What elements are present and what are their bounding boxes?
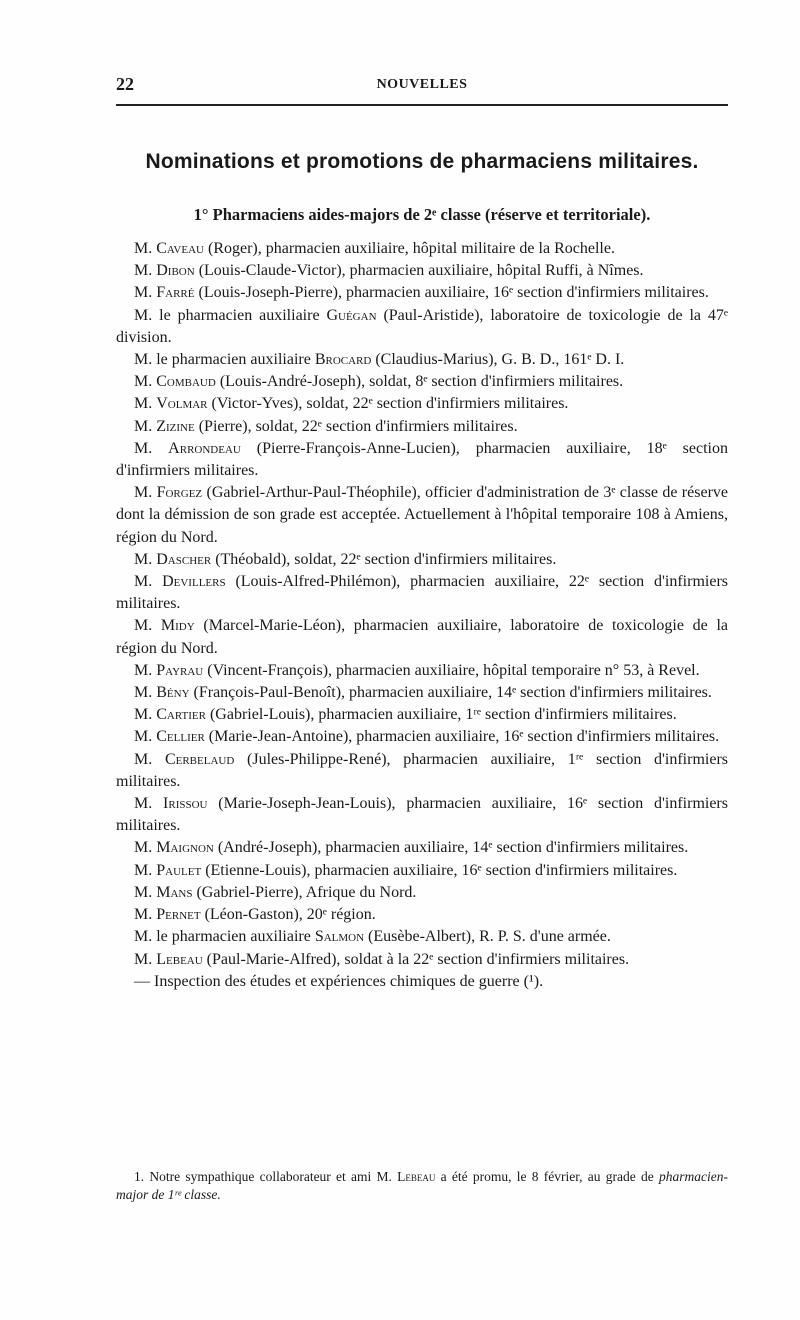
- entry-name: Brocard: [314, 351, 372, 369]
- entry-name: Farré: [156, 284, 195, 302]
- entry-prefix: M.: [134, 795, 164, 813]
- entry-text: (Gabriel-Louis), pharmacien auxiliaire, 1ʳᵉ section d'infirmiers militaires.: [205, 706, 677, 724]
- list-item: [116, 549, 728, 571]
- entry-text: (Victor-Yves), soldat, 22ᵉ section d'infirmiers militaires.: [207, 395, 569, 413]
- entry-prefix: M.: [134, 439, 169, 457]
- list-item: [116, 238, 728, 260]
- list-item: [116, 349, 728, 371]
- entry-text: (Pierre), soldat, 22ᵉ section d'infirmiers militaires.: [194, 417, 518, 435]
- closing-line: — Inspection des études et expériences chimiques de guerre (¹).: [134, 972, 544, 990]
- entry-name: Irissou: [163, 795, 208, 813]
- entry-prefix: M.: [134, 240, 157, 257]
- list-item: [116, 571, 728, 615]
- list-item: [116, 926, 728, 948]
- entry-text: (Paul-Aristide), laboratoire de toxicologie de la 47ᵉ division.: [116, 306, 729, 346]
- entry-prefix: M.: [134, 617, 161, 635]
- list-item: [116, 949, 728, 971]
- list-item: [116, 260, 728, 282]
- list-item: [116, 793, 728, 837]
- entry-name: Cellier: [156, 728, 205, 746]
- entry-name: Salmon: [314, 928, 365, 946]
- list-item: [116, 749, 728, 793]
- entry-name: Zizine: [156, 417, 195, 435]
- entry-prefix: M.: [134, 950, 157, 968]
- entry-prefix: M.: [134, 417, 157, 435]
- entry-text: (Louis-Alfred-Philémon), pharmacien auxiliaire, 22ᵉ section d'infirmiers militaires.: [116, 573, 728, 613]
- entry-name: Volmar: [156, 395, 208, 413]
- entry-name: Cerbelaud: [164, 750, 235, 768]
- list-item: [116, 482, 728, 549]
- entry-text: (André-Joseph), pharmacien auxiliaire, 14ᵉ section d'infirmiers militaires.: [213, 839, 689, 857]
- entry-name: Dibon: [156, 262, 195, 280]
- entry-name: Cartier: [156, 706, 206, 724]
- entry-text: (Louis-Joseph-Pierre), pharmacien auxiliaire, 16ᵉ section d'infirmiers militaires.: [194, 284, 709, 302]
- list-item: [116, 371, 728, 393]
- entry-text: (Claudius-Marius), G. B. D., 161ᵉ D. I.: [371, 351, 625, 369]
- entry-name: Paulet: [156, 861, 202, 879]
- entry-text: (Marie-Joseph-Jean-Louis), pharmacien auxiliaire, 16ᵉ section d'infirmiers militaires.: [116, 795, 728, 835]
- footnote-text: [116, 1168, 728, 1204]
- entry-text: (Pierre-François-Anne-Lucien), pharmacien auxiliaire, 18ᵉ section d'infirmiers militaires.: [116, 439, 729, 480]
- entry-text: (Vincent-François), pharmacien auxiliaire, hôpital temporaire n° 53, à Revel.: [203, 661, 700, 679]
- entry-prefix: M.: [134, 750, 165, 768]
- entry-text: (Marcel-Marie-Léon), pharmacien auxiliaire, laboratoire de toxicologie de la région du Nord.: [116, 617, 728, 657]
- entry-name: Forgez: [156, 484, 203, 502]
- list-item: [116, 837, 728, 859]
- list-item: [116, 904, 728, 926]
- list-item: [116, 660, 728, 682]
- entry-name: Pernet: [156, 906, 201, 924]
- entry-name: Midy: [160, 617, 195, 635]
- entry-name: Combaud: [156, 373, 216, 391]
- entry-text: (Gabriel-Arthur-Paul-Théophile), officier d'administration de 3ᵉ classe de réserve dont la démission de son grade est acceptée. Actuellement à l'hôpital temporaire 108 à Amiens, région du Nord.: [116, 484, 728, 546]
- entry-name: Arrondeau: [168, 439, 241, 457]
- footnote: [116, 1168, 728, 1204]
- running-head: NOUVELLES: [376, 77, 468, 92]
- entry-text: (Jules-Philippe-René), pharmacien auxiliaire, 1ʳᵉ section d'infirmiers militaires.: [116, 750, 729, 790]
- footnote-rest: a été promu, le 8 février, au grade de: [435, 1169, 660, 1184]
- entry-prefix: M.: [134, 484, 157, 502]
- entry-prefix: M.: [134, 684, 157, 702]
- entry-name: Lebeau: [156, 950, 203, 968]
- entry-prefix: M.: [134, 373, 157, 391]
- entry-prefix: M. le pharmacien auxiliaire: [134, 928, 315, 946]
- entry-text: (Paul-Marie-Alfred), soldat à la 22ᵉ section d'infirmiers militaires.: [202, 950, 630, 968]
- entry-text: (Léon-Gaston), 20ᵉ région.: [200, 906, 376, 924]
- entry-prefix: M.: [134, 728, 157, 746]
- list-item: [116, 282, 728, 304]
- entry-name: Bény: [156, 684, 190, 702]
- footnote-italic: pharmacien-major de 1ʳᵉ classe.: [116, 1169, 728, 1202]
- entry-name: Caveau: [156, 240, 204, 257]
- list-item: [116, 682, 728, 704]
- entry-text: (Louis-André-Joseph), soldat, 8ᵉ section d'infirmiers militaires.: [215, 373, 624, 391]
- entry-prefix: M. le pharmacien auxiliaire: [134, 306, 327, 324]
- entry-prefix: M.: [134, 573, 163, 591]
- article-title: Nominations et promotions de pharmaciens militaires.: [145, 150, 699, 173]
- entry-prefix: M.: [134, 661, 157, 679]
- footnote-lead: 1. Notre sympathique collaborateur et ami M.: [134, 1169, 398, 1184]
- list-item: [116, 438, 728, 482]
- entry-text: (Roger), pharmacien auxiliaire, hôpital militaire de la Rochelle.: [203, 240, 615, 257]
- page-number: 22: [116, 74, 134, 94]
- footnote-name: Lebeau: [397, 1169, 436, 1184]
- list-item: [116, 416, 728, 438]
- list-item: [116, 726, 728, 748]
- entry-prefix: M.: [134, 550, 157, 568]
- entry-prefix: M.: [134, 284, 157, 302]
- entry-prefix: M. le pharmacien auxiliaire: [134, 351, 315, 369]
- entry-text: (Louis-Claude-Victor), pharmacien auxiliaire, hôpital Ruffi, à Nîmes.: [194, 262, 644, 280]
- entry-name: Maignon: [156, 839, 214, 857]
- entry-name: Dascher: [156, 550, 212, 568]
- list-item: [116, 704, 728, 726]
- entry-text: (Etienne-Louis), pharmacien auxiliaire, 16ᵉ section d'infirmiers militaires.: [201, 861, 678, 879]
- header-rule: [116, 104, 728, 106]
- entry-text: (Gabriel-Pierre), Afrique du Nord.: [192, 883, 417, 901]
- entry-prefix: M.: [134, 883, 157, 901]
- entry-prefix: M.: [134, 706, 157, 724]
- entry-text: (Eusèbe-Albert), R. P. S. d'une armée.: [364, 928, 611, 946]
- entry-text: (Marie-Jean-Antoine), pharmacien auxiliaire, 16ᵉ section d'infirmiers militaires.: [204, 728, 720, 746]
- list-item: [116, 615, 728, 659]
- list-item: [116, 882, 728, 904]
- entry-prefix: M.: [134, 839, 157, 857]
- list-item: [116, 305, 728, 349]
- entry-prefix: M.: [134, 906, 157, 924]
- entry-prefix: M.: [134, 262, 157, 280]
- entry-name: Mans: [156, 883, 193, 901]
- entry-name: Payrau: [156, 661, 204, 679]
- entry-name: Devillers: [162, 573, 226, 591]
- section-heading: 1° Pharmaciens aides-majors de 2ᵉ classe (réserve et territoriale).: [193, 205, 651, 224]
- entry-prefix: M.: [134, 861, 157, 879]
- page-header: [116, 74, 728, 96]
- entry-name: Guégan: [326, 306, 377, 324]
- entry-text: (François-Paul-Benoît), pharmacien auxiliaire, 14ᵉ section d'infirmiers militaires.: [189, 684, 712, 702]
- list-item: [116, 393, 728, 415]
- entries-list: [116, 238, 728, 993]
- entry-text: (Théobald), soldat, 22ᵉ section d'infirmiers militaires.: [211, 550, 557, 568]
- entry-prefix: M.: [134, 395, 157, 413]
- list-item: [116, 860, 728, 882]
